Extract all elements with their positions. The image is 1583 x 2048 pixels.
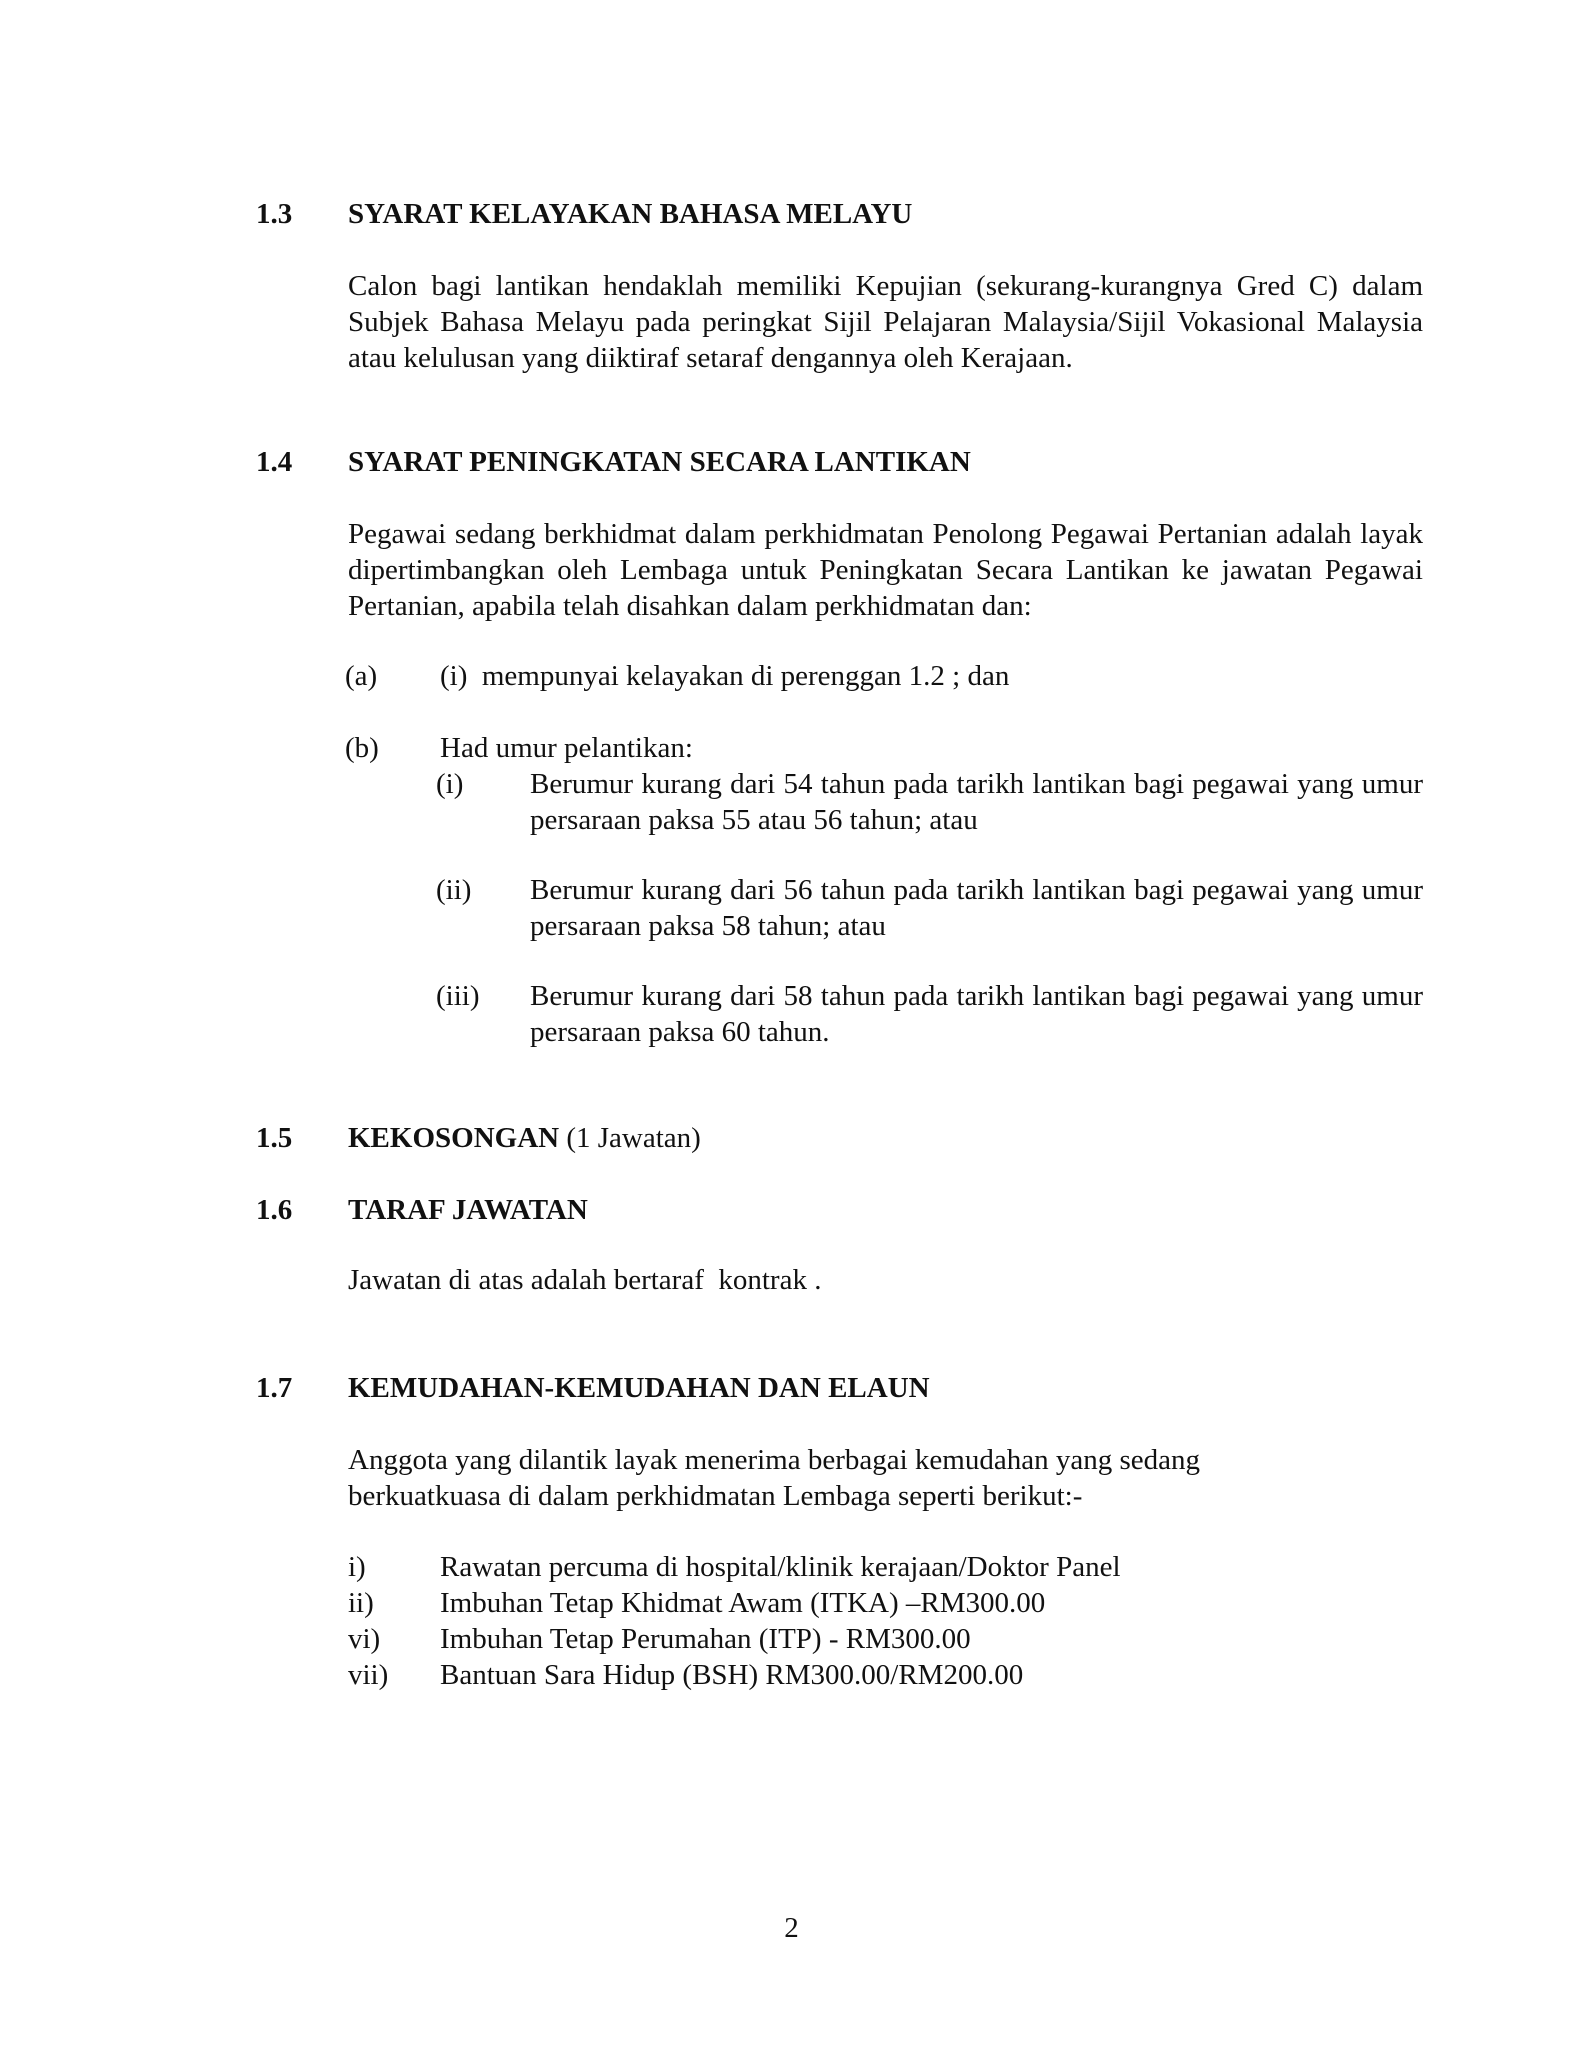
section-body: Calon bagi lantikan hendaklah memiliki Kepujian (sekurang-kurangnya Gred C) dalam Subjek Bahasa Melayu pada peringkat Sijil Pelajaran Malaysia/Sijil Vokasional Malaysia atau kelulusan yang diiktiraf setaraf dengannya oleh Kerajaan. — [348, 270, 1423, 374]
section-title — [348, 1120, 701, 1156]
section-number: 1.6 — [256, 1194, 293, 1226]
section-title: SYARAT PENINGKATAN SECARA LANTIKAN — [348, 446, 971, 478]
list-item-text: (i) mempunyai kelayakan di perenggan 1.2 ; dan — [440, 660, 1010, 692]
section-body: Pegawai sedang berkhidmat dalam perkhidmatan Penolong Pegawai Pertanian adalah layak dipertimbangkan oleh Lembaga untuk Peningkatan Secara Lantikan ke jawatan Pegawai Pertanian, apabila telah disahkan dalam perkhidmatan dan: — [348, 518, 1423, 622]
sublist-label: (ii) — [436, 874, 472, 906]
list-item-text: Had umur pelantikan: — [440, 732, 693, 764]
sublist-label: (i) — [436, 768, 464, 800]
list-item-text: Bantuan Sara Hidup (BSH) RM300.00/RM200.00 — [440, 1659, 1024, 1691]
list-item-text: Imbuhan Tetap Khidmat Awam (ITKA) –RM300.00 — [440, 1587, 1046, 1619]
section-title-text: KEKOSONGAN — [348, 1122, 560, 1154]
section-title: TARAF JAWATAN — [348, 1194, 588, 1226]
list-item-text: Imbuhan Tetap Perumahan (ITP) - RM300.00 — [440, 1623, 971, 1655]
list-label: ii) — [348, 1587, 374, 1619]
sublist-item-text: Berumur kurang dari 58 tahun pada tarikh lantikan bagi pegawai yang umur persaraan paksa 60 tahun. — [530, 980, 1423, 1048]
list-label: i) — [348, 1551, 366, 1583]
page-number: 2 — [784, 1912, 799, 1944]
section-title-suffix: (1 Jawatan) — [566, 1122, 701, 1154]
sublist-label: (iii) — [436, 980, 480, 1012]
list-item-text: Rawatan percuma di hospital/klinik kerajaan/Doktor Panel — [440, 1551, 1121, 1583]
section-number: 1.5 — [256, 1122, 293, 1154]
section-title: KEMUDAHAN-KEMUDAHAN DAN ELAUN — [348, 1372, 930, 1404]
section-number: 1.7 — [256, 1372, 293, 1404]
list-label: (b) — [345, 732, 379, 764]
sublist-item-text: Berumur kurang dari 56 tahun pada tarikh lantikan bagi pegawai yang umur persaraan paksa 58 tahun; atau — [530, 874, 1423, 942]
sublist-item-text: Berumur kurang dari 54 tahun pada tarikh lantikan bagi pegawai yang umur persaraan paksa 55 atau 56 tahun; atau — [530, 768, 1423, 836]
section-number: 1.4 — [256, 446, 293, 478]
list-label: vii) — [348, 1659, 389, 1691]
list-label: (a) — [345, 660, 378, 692]
section-body: Jawatan di atas adalah bertaraf kontrak . — [348, 1264, 822, 1296]
list-label: vi) — [348, 1623, 381, 1655]
section-body-line: berkuatkuasa di dalam perkhidmatan Lembaga seperti berikut:- — [348, 1480, 1083, 1512]
section-title: SYARAT KELAYAKAN BAHASA MELAYU — [348, 198, 913, 230]
section-number: 1.3 — [256, 198, 293, 230]
section-body-line: Anggota yang dilantik layak menerima berbagai kemudahan yang sedang — [348, 1444, 1200, 1476]
